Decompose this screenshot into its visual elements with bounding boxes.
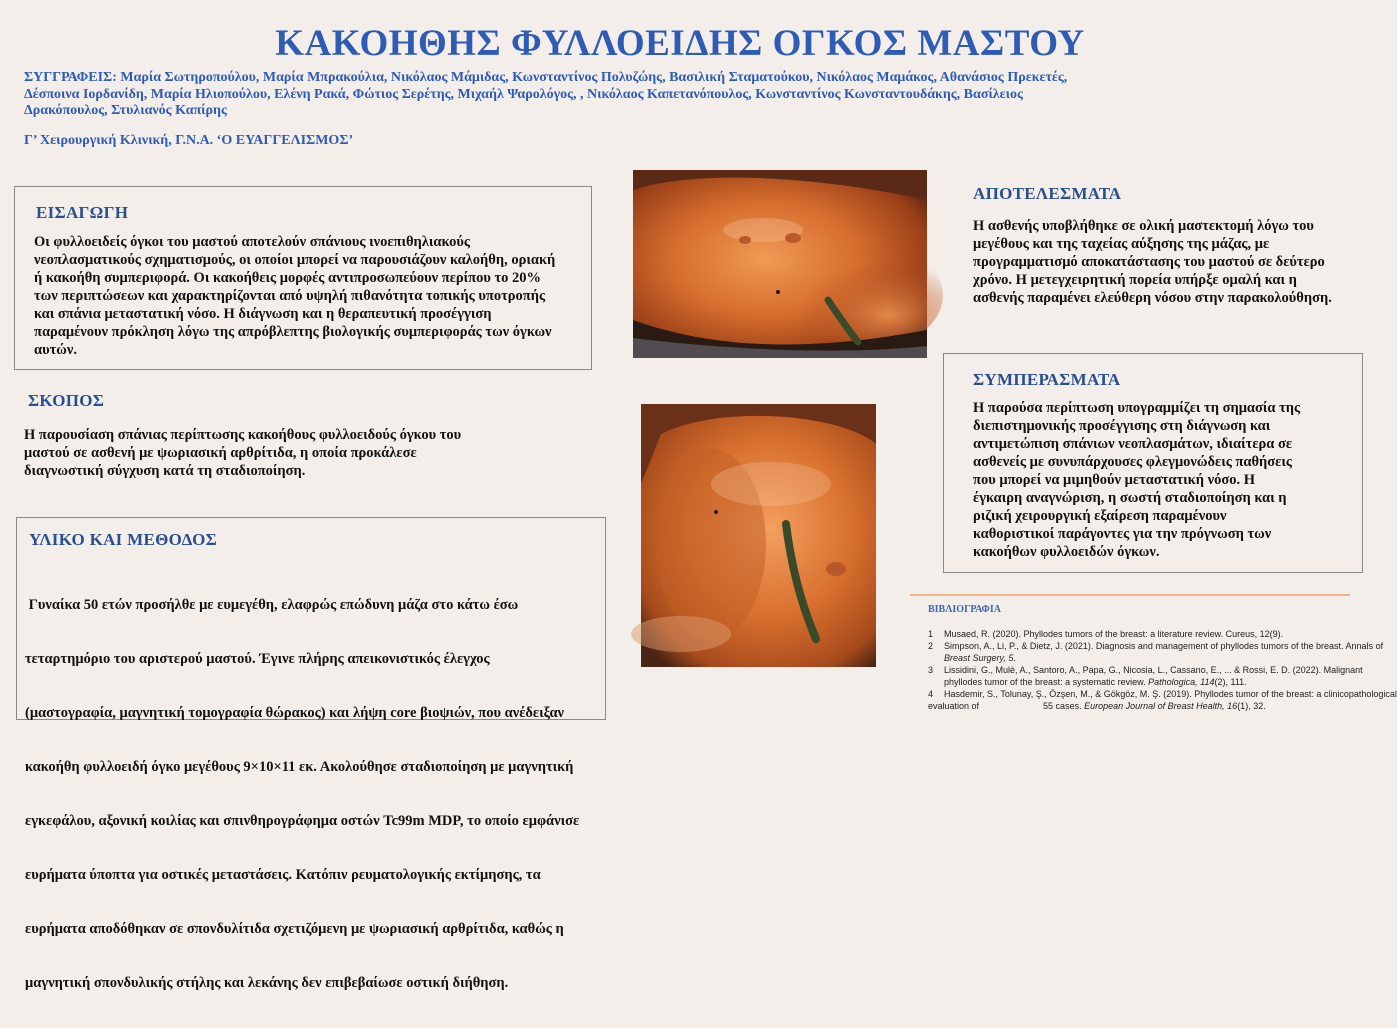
conclusions-section <box>943 353 1363 573</box>
text-line: ή κακοήθη συμπεριφορά. Οι κακοήθεις μορφές αντιπροσωπεύουν περίπου το 20% <box>34 270 542 286</box>
text-line: έγκαιρη αναγνώριση, η σωστή σταδιοποίηση και η <box>973 490 1287 506</box>
text-line: τεταρτημόριο του αριστερού μαστού. Έγινε πλήρης απεικονιστικός έλεγχος <box>25 651 490 667</box>
reference-item <box>928 640 1384 664</box>
reference-text: phyllodes tumor of the breast: a systematic review. <box>944 677 1149 687</box>
reference-journal: European Journal of Breast Health, 16 <box>1084 701 1238 711</box>
reference-number: 3 <box>928 665 934 675</box>
text-line: Η παρούσα περίπτωση υπογραμμίζει τη σημασία της <box>973 400 1301 416</box>
reference-journal: Pathologica, 114 <box>1148 677 1215 687</box>
reference-text: Lissidini, G., Mulè, A., Santoro, A., Papa, G., Nicosia, L., Cassano, E., ... & Rossi, E. D. (2022). Malignant <box>944 665 1363 675</box>
text-line: μαστού σε ασθενή με ψωριασική αρθρίτιδα, η οποία προκάλεσε <box>24 445 417 461</box>
text-line: αυτών. <box>34 342 78 358</box>
reference-item <box>928 628 1350 640</box>
reference-text: (2), 111. <box>1214 677 1247 687</box>
reference-text: evaluation of <box>928 701 980 711</box>
bibliography-divider <box>910 594 1350 596</box>
conclusions-heading: ΣΥΜΠΕΡΑΣΜΑΤΑ <box>973 370 1121 389</box>
reference-text: Hasdemir, S., Tolunay, Ş., Özşen, M., & Gökgöz, M. Ş. (2019). Phyllodes tumor of the breast: a clinicopathological <box>944 689 1397 699</box>
reference-number: 1 <box>928 629 934 639</box>
clinic-affiliation: Γ’ Χειρουργική Κλινική, Γ.Ν.Α. ‘Ο ΕΥΑΓΓΕΛΙΣΜΟΣ’ <box>24 133 354 148</box>
tumor-photo-1 <box>633 170 927 358</box>
text-line: νεοπλασματικούς σχηματισμούς, οι οποίοι μπορεί να παρουσιάζουν καλοήθη, οριακή <box>34 252 556 268</box>
results-body <box>973 217 1350 307</box>
text-line: καθοριστικοί παράγοντες για την πρόγνωση των <box>973 526 1272 542</box>
reference-text: . <box>1013 653 1016 663</box>
text-line: Γυναίκα 50 ετών προσήλθε με ευμεγέθη, ελαφρώς επώδυνη μάζα στο κάτω έσω <box>25 597 519 613</box>
text-line: Οι φυλλοειδείς όγκοι του μαστού αποτελούν σπάνιους ινοεπιθηλιακούς <box>34 234 471 250</box>
reference-number: 2 <box>928 641 934 651</box>
intro-heading: ΕΙΣΑΓΩΓΗ <box>36 203 129 222</box>
authors-line: Δέσποινα Ιορδανίδη, Μαρία Ηλιοπούλου, Ελένη Ρακά, Φώτιος Σερέτης, Μιχαήλ Ψαρολόγος, , Νικόλαος Καπετανόπουλος, Κωνσταντίνος Κωνσταντουδάκης, Βασίλειος <box>24 86 1023 102</box>
text-line: των περιπτώσεων και χαρακτηρίζονται από υψηλή πιθανότητα τοπικής υποτροπής <box>34 288 546 304</box>
authors-line: Δρακόπουλος, Στυλιανός Καπίρης <box>24 103 227 118</box>
reference-item <box>928 664 1363 688</box>
text-line: χρόνο. Η μετεγχειρητική πορεία υπήρξε ομαλή και η <box>973 272 1297 288</box>
bibliography-heading: ΒΙΒΛΙΟΓΡΑΦΙΑ <box>928 604 1001 615</box>
text-line: που μπορεί να μιμηθούν μεταστατική νόσο. Η <box>973 472 1255 488</box>
bibliography-list <box>928 628 1397 712</box>
methods-heading: ΥΛΙΚΟ ΚΑΙ ΜΕΘΟΔΟΣ <box>29 530 218 549</box>
intro-section <box>14 186 592 370</box>
tumor-photo-2 <box>641 404 876 667</box>
text-line: ασθενής παραμένει ελεύθερη νόσου στην παρακολούθηση. <box>973 290 1332 306</box>
reference-journal: Breast Surgery, 5 <box>944 653 1014 663</box>
poster-title: ΚΑΚΟΗΘΗΣ ΦΥΛΛΟΕΙΔΗΣ ΟΓΚΟΣ ΜΑΣΤΟΥ <box>275 23 1085 64</box>
text-line: εγκεφάλου, αξονική κοιλίας και σπινθηρογράφημα οστών Tc99m MDP, το οποίο εμφάνισε <box>25 813 580 829</box>
text-line: μαγνητική σπονδυλικής στήλης και λεκάνης δεν επιβεβαίωσε οστική διήθηση. <box>25 975 509 991</box>
reference-text: (1), 32. <box>1237 701 1266 711</box>
text-line: (μαστογραφία, μαγνητική τομογραφία θώρακος) και λήψη core βιοψιών, που ανέδειξαν <box>25 705 565 721</box>
text-line: διαγνωστική σύγχυση κατά τη σταδιοποίηση. <box>24 463 306 479</box>
aim-body <box>24 426 544 480</box>
methods-body <box>25 560 605 1028</box>
text-line: Η παρουσίαση σπάνιας περίπτωσης κακοήθους φυλλοειδούς όγκου του <box>24 427 462 443</box>
text-line: προγραμματισμό αποκατάστασης του μαστού σε δεύτερο <box>973 254 1325 270</box>
text-line: μεγέθους και της ταχείας αύξησης της μάζας, με <box>973 236 1270 252</box>
reference-item <box>928 688 1397 712</box>
reference-number: 4 <box>928 689 934 699</box>
intro-body <box>34 233 589 359</box>
reference-text: 55 cases. <box>1043 701 1085 711</box>
results-heading: ΑΠΟΤΕΛΕΣΜΑΤΑ <box>973 184 1122 203</box>
text-line: παραμένουν πρόκληση λόγω της απρόβλεπτης βιολογικής συμπεριφοράς των όγκων <box>34 324 552 340</box>
text-line: ριζική χειρουργική εξαίρεση παραμένουν <box>973 508 1227 524</box>
text-line: αντιμετώπιση σπάνιων νεοπλασμάτων, ιδιαίτερα σε <box>973 436 1293 452</box>
text-line: διεπιστημονικής προσέγγισης στη διάγνωση και <box>973 418 1271 434</box>
authors-line: ΣΥΓΓΡΑΦΕΙΣ: Μαρία Σωτηροπούλου, Μαρία Μπρακούλια, Νικόλαος Μάμιδας, Κωνσταντίνος Πολυζώης, Βασιλική Σταματούκου, Νικόλαος Μαμάκος, Αθανάσιος Πρεκετές, <box>24 70 1068 85</box>
text-line: ευρήματα ύποπτα για οστικές μεταστάσεις. Κατόπιν ρευματολογικής εκτίμησης, τα <box>25 867 541 883</box>
text-line: και σπάνια μεταστατική νόσο. Η διάγνωση και η θεραπευτική προσέγγιση <box>34 306 492 322</box>
reference-text: Simpson, A., Li, P., & Dietz, J. (2021). Diagnosis and management of phyllodes tumors of the breast. Annals of <box>944 641 1384 651</box>
aim-heading: ΣΚΟΠΟΣ <box>28 391 105 410</box>
reference-text: Musaed, R. (2020). Phyllodes tumors of the breast: a literature review. Cureus, 12(9). <box>944 629 1284 639</box>
text-line: Η ασθενής υποβλήθηκε σε ολική μαστεκτομή λόγω του <box>973 218 1314 234</box>
authors-list <box>24 70 1144 120</box>
conclusions-body <box>973 399 1353 561</box>
text-line: ασθενείς με συνυπάρχουσες φλεγμονώδεις παθήσεις <box>973 454 1292 470</box>
text-line: ευρήματα αποδόθηκαν σε σπονδυλίτιδα σχετιζόμενη με ψωριασική αρθρίτιδα, καθώς η <box>25 921 564 937</box>
text-line: κακοήθη φυλλοειδή όγκο μεγέθους 9×10×11 εκ. Ακολούθησε σταδιοποίηση με μαγνητική <box>25 759 574 775</box>
text-line: κακοήθων φυλλοειδών όγκων. <box>973 544 1160 560</box>
methods-section <box>16 517 606 991</box>
